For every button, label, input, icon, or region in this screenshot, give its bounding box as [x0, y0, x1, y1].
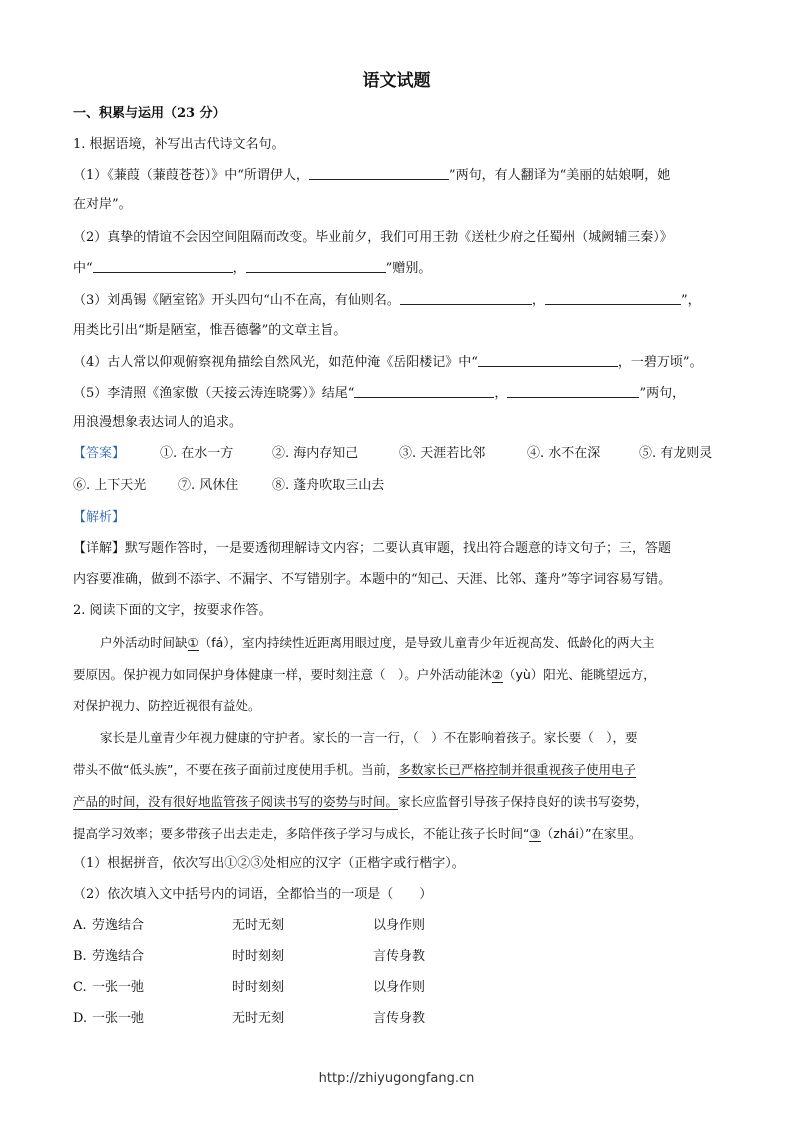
detail-label: 【详解】 [73, 541, 126, 556]
text: ”两句，有人翻译为“美丽的姑娘啊，她 [448, 168, 671, 183]
text: （4）古人常以仰观俯察视角描绘自然风光，如范仲淹《岳阳楼记》中“ [73, 355, 478, 370]
answer-item: ⑤. 有龙则灵 [639, 446, 713, 461]
q1-item-2-line-1: （2）真挚的情谊不会因空间阻隔而改变。毕业前夕，我们可用王勃《送杜少府之任蜀州（城阙辅三秦）》 [73, 230, 673, 245]
option-word: 无时无刻 [232, 918, 285, 933]
q1-item-3-line-2: 用类比引出“斯是陋室，惟吾德馨”的文章主旨。 [73, 323, 347, 338]
passage-line [100, 635, 655, 651]
passage-line [73, 826, 642, 842]
fill-blank [246, 260, 386, 273]
answer-item: ④. 水不在深 [527, 446, 601, 461]
option-word: 言传身教 [373, 1011, 426, 1026]
fill-blank [507, 385, 639, 398]
answer-item: ⑧. 蓬舟吹取三山去 [272, 478, 385, 493]
option-word: 一张一弛 [92, 980, 145, 995]
answer-item: ⑥. 上下天光 [73, 478, 147, 493]
text: ”两句， [639, 386, 686, 401]
option-word: 以身作则 [373, 918, 426, 933]
analysis-label: 【解析】 [73, 510, 126, 525]
answer-label: 【答案】 [73, 446, 126, 461]
underlined-sentence: 多数家长已严格控制并很重视孩子使用电子 [398, 762, 636, 777]
marker: ③ [529, 826, 541, 841]
text: 提高学习效率；要多带孩子出去走走，多陪伴孩子学习与成长，不能让孩子长时间“ [73, 826, 530, 841]
answer-item: ③. 天涯若比邻 [399, 446, 486, 461]
q1-item-4-line-1 [73, 354, 703, 371]
analysis-line-1 [73, 541, 671, 557]
option-word: 言传身教 [373, 949, 426, 964]
text: ， [494, 386, 508, 401]
marker: ② [491, 667, 503, 682]
footer-url: http://zhiyugongfang.cn [318, 1071, 475, 1086]
q1-item-1-line-1 [73, 167, 670, 184]
fill-blank [354, 385, 494, 398]
option-word: 时时刻刻 [232, 949, 285, 964]
q1-item-3-line-1 [73, 292, 701, 309]
fill-blank [545, 292, 681, 305]
option-word: 劳逸结合 [92, 949, 145, 964]
text: ，一碧万顷”。 [617, 355, 703, 370]
option-letter: C. [73, 980, 87, 995]
text: （fá），室内持续性近距离用眼过度，是导致儿童青少年近视高发、低龄化的两大主 [198, 635, 655, 650]
q2-sub-1: （1）根据拼音，依次写出①②③处相应的汉字（正楷字或行楷字）。 [73, 856, 465, 871]
marker: ① [187, 635, 199, 650]
option-letter: A. [73, 918, 87, 933]
underlined-sentence: 产品的时间，没有很好地监管孩子阅读书写的姿势与时间。 [73, 794, 399, 809]
passage-line: 家长是儿童青少年视力健康的守护者。家长的一言一行，（ ）不在影响着孩子。家长要（ ），要 [100, 730, 638, 745]
text: 户外活动时间缺 [100, 635, 188, 650]
option-word: 时时刻刻 [232, 980, 285, 995]
fill-blank [478, 354, 618, 367]
analysis-line-2: 内容要准确，做到不添字、不漏字、不写错别字。本题中的“知己、天涯、比邻、蓬舟”等字词容易写错。 [73, 572, 672, 587]
text: ”赠别。 [385, 261, 432, 276]
option-word: 劳逸结合 [92, 918, 145, 933]
text: （zhái）”在家里。 [540, 826, 642, 841]
text: （yù）阳光、能眺望远方， [502, 667, 656, 682]
text: 家长应监督引导孩子保持良好的读书写姿势， [398, 794, 649, 809]
q1-item-2-line-2 [73, 260, 431, 277]
passage-line [73, 762, 636, 778]
text: 要原因。保护视力如同保护身体健康一样，要时刻注意（ ）。户外活动能沐 [73, 667, 492, 682]
text: ”， [680, 293, 701, 308]
text: 中“ [73, 261, 93, 276]
option-word: 一张一弛 [92, 1011, 145, 1026]
fill-blank [309, 167, 449, 180]
option-word: 以身作则 [373, 980, 426, 995]
question-2-stem: 2. 阅读下面的文字，按要求作答。 [73, 603, 272, 618]
passage-line: 对保护视力、防控近视很有益处。 [73, 698, 261, 713]
option-letter: B. [73, 949, 87, 964]
answer-item: ⑦. 风休住 [178, 478, 239, 493]
answer-item: ①. 在水一方 [160, 446, 234, 461]
text: （1）《蒹葭（蒹葭苍苍）》中“所谓伊人， [73, 168, 309, 183]
text: （3）刘禹锡《陋室铭》开头四句“山不在高，有仙则名。 [73, 293, 400, 308]
text: ， [232, 261, 246, 276]
page-title: 语文试题 [362, 71, 431, 91]
text: 带头不做“低头族”，不要在孩子面前过度使用手机。当前， [73, 762, 399, 777]
section-heading: 一、积累与运用（23 分） [73, 106, 226, 121]
q1-item-1-line-2: 在对岸”。 [73, 197, 132, 212]
answer-item: ②. 海内存知己 [272, 446, 359, 461]
fill-blank [400, 292, 532, 305]
q1-item-5-line-1 [73, 385, 685, 402]
q2-sub-2: （2）依次填入文中括号内的词语，全都恰当的一项是（ ） [73, 887, 433, 902]
option-letter: D. [73, 1011, 88, 1026]
text: ， [531, 293, 545, 308]
passage-line [73, 667, 656, 683]
passage-line [73, 794, 648, 810]
q1-item-5-line-2: 用浪漫想象表达词人的追求。 [73, 415, 243, 430]
fill-blank [93, 260, 233, 273]
option-word: 无时无刻 [232, 1011, 285, 1026]
text: 默写题作答时，一是要透彻理解诗文内容；二要认真审题，找出符合题意的诗文句子；三，答题 [125, 541, 672, 556]
question-1-stem: 1. 根据语境，补写出古代诗文名句。 [73, 137, 285, 152]
text: （5）李清照《渔家傲（天接云涛连晓雾）》结尾“ [73, 386, 355, 401]
